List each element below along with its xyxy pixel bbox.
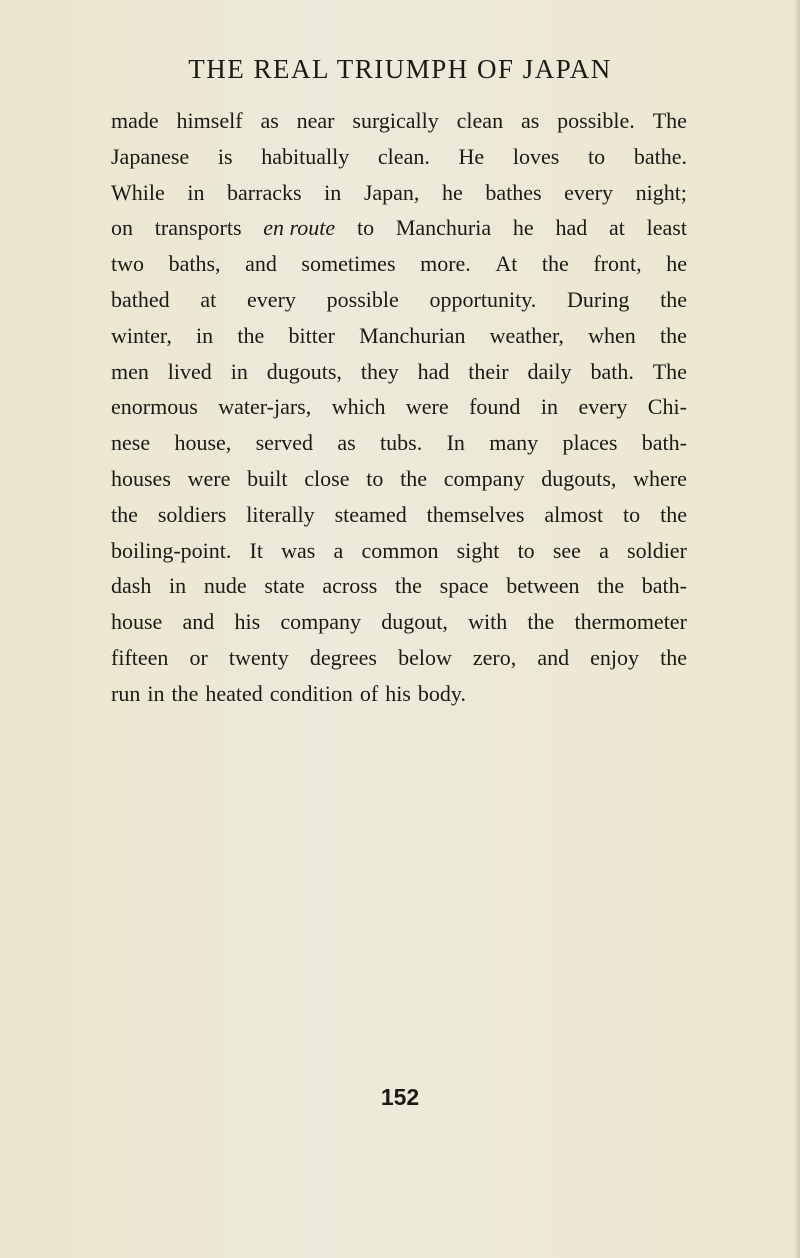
word: en route	[263, 215, 336, 241]
text-line	[111, 568, 687, 604]
word: run	[111, 680, 141, 706]
word: two	[111, 251, 144, 277]
word: close	[304, 465, 350, 491]
word: space	[439, 573, 489, 599]
word: was	[281, 537, 316, 563]
word: every	[247, 286, 296, 312]
page-number: 152	[380, 1084, 420, 1110]
word: near	[296, 108, 335, 133]
word: common	[361, 537, 439, 563]
text-line	[111, 604, 687, 640]
word: house	[111, 609, 163, 635]
word: a	[333, 537, 344, 563]
word: Manchuria	[395, 215, 492, 241]
word: possible.	[557, 108, 635, 133]
text-line	[111, 640, 687, 676]
word: or	[189, 644, 208, 670]
word: boiling-point.	[111, 537, 232, 563]
word: in	[196, 322, 214, 348]
word: served	[255, 430, 314, 456]
word: the	[400, 465, 428, 491]
word: made	[111, 108, 159, 133]
text-line	[111, 139, 687, 175]
word: twenty	[228, 644, 289, 670]
word: water-jars,	[218, 394, 312, 420]
word: the	[237, 322, 265, 348]
text-line	[111, 497, 687, 533]
word: daily	[527, 358, 572, 384]
word: soldiers	[157, 501, 227, 527]
word: the	[660, 501, 687, 527]
word: Japan,	[363, 179, 420, 205]
word: he	[666, 251, 687, 277]
word: barracks	[227, 179, 302, 205]
word: transports	[154, 215, 242, 241]
word: condition	[269, 680, 353, 706]
word: It	[249, 537, 263, 563]
word: on	[111, 215, 133, 241]
word: at	[200, 286, 217, 312]
word: weather,	[489, 322, 564, 348]
page-edge-shadow	[794, 0, 800, 1258]
word: steamed	[334, 501, 407, 527]
word: bathes	[485, 179, 542, 205]
word: fifteen	[111, 644, 169, 670]
word: Manchurian	[359, 322, 466, 348]
word: front,	[593, 251, 642, 277]
word: where	[633, 465, 687, 491]
word: to	[356, 215, 375, 241]
text-line	[111, 103, 687, 139]
word: see	[552, 537, 581, 563]
word: as	[337, 430, 356, 456]
word: to	[366, 465, 384, 491]
word: clean.	[377, 143, 430, 169]
word: The	[652, 108, 687, 133]
text-line	[111, 533, 687, 569]
text-line	[111, 282, 687, 318]
word: sometimes	[301, 251, 396, 277]
word: places	[562, 430, 618, 456]
word: opportunity.	[429, 286, 537, 312]
word: were	[405, 394, 449, 420]
word: night;	[635, 179, 687, 205]
word: men	[111, 358, 149, 384]
word: surgically	[352, 108, 439, 133]
word: many	[489, 430, 539, 456]
word: The	[652, 358, 687, 384]
word: himself	[176, 108, 243, 133]
word: dugouts,	[541, 465, 617, 491]
word: baths,	[168, 251, 221, 277]
word: tubs.	[380, 430, 423, 456]
word: more.	[420, 251, 471, 277]
word: were	[187, 465, 231, 491]
word: bath-	[641, 573, 687, 599]
word: between	[506, 573, 580, 599]
word: dash	[111, 573, 152, 599]
word: he	[512, 215, 534, 241]
word: possible	[326, 286, 399, 312]
text-line	[111, 461, 687, 497]
word: bathed	[111, 286, 170, 312]
word: in	[230, 358, 248, 384]
word: least	[646, 215, 687, 241]
text-line	[111, 210, 687, 246]
word: in	[324, 179, 342, 205]
text-line	[111, 175, 687, 211]
word: company	[280, 609, 362, 635]
word: degrees	[309, 644, 377, 670]
word: the	[527, 609, 555, 635]
word: winter,	[111, 322, 172, 348]
word: found	[469, 394, 521, 420]
word: every	[564, 179, 613, 205]
word: At	[495, 251, 518, 277]
word: of	[359, 680, 379, 706]
word: the	[541, 251, 569, 277]
word: their	[468, 358, 509, 384]
word: bath.	[590, 358, 634, 384]
word: heated	[205, 680, 263, 706]
word: in	[540, 394, 559, 420]
running-head: THE REAL TRIUMPH OF JAPAN	[188, 54, 612, 84]
word: During	[567, 286, 630, 312]
word: dugouts,	[266, 358, 342, 384]
word: nude	[203, 573, 247, 599]
word: to	[517, 537, 535, 563]
word: While	[111, 179, 165, 205]
word: in	[147, 680, 165, 706]
text-line	[111, 318, 687, 354]
word: a	[599, 537, 609, 563]
word: he	[442, 179, 463, 205]
word: with	[468, 609, 508, 635]
word: house,	[174, 430, 232, 456]
word: company	[443, 465, 525, 491]
word: they	[360, 358, 399, 384]
word: and	[537, 644, 570, 670]
word: to	[588, 143, 606, 169]
word: body.	[417, 680, 466, 706]
word: enjoy	[590, 644, 640, 670]
word: every	[578, 394, 628, 420]
word: as	[260, 108, 279, 133]
word: loves	[512, 143, 560, 169]
word: to	[623, 501, 641, 527]
word: bathe.	[633, 143, 687, 169]
word: themselves	[426, 501, 525, 527]
word: the	[660, 322, 687, 348]
word: below	[398, 644, 452, 670]
text-line	[111, 354, 687, 390]
text-line	[111, 246, 687, 282]
word: nese	[111, 430, 151, 456]
word: enormous	[111, 394, 198, 420]
word: Japanese	[111, 143, 190, 169]
text-line	[111, 425, 687, 461]
word: lived	[167, 358, 212, 384]
word: the	[660, 644, 687, 670]
word: at	[608, 215, 625, 241]
word: as	[520, 108, 540, 133]
body-paragraph	[111, 103, 687, 712]
word: soldier	[627, 537, 687, 563]
word: the	[395, 573, 422, 599]
word: state	[264, 573, 305, 599]
word: and	[245, 251, 277, 277]
word: clean	[456, 108, 504, 133]
word: in	[169, 573, 187, 599]
word: the	[171, 680, 199, 706]
word: is	[217, 143, 233, 169]
word: Chi-	[647, 394, 687, 420]
word: almost	[544, 501, 604, 527]
word: his	[234, 609, 261, 635]
word: In	[446, 430, 465, 456]
word: bath-	[641, 430, 687, 456]
word: his	[385, 680, 411, 706]
word: sight	[456, 537, 500, 563]
word: thermometer	[574, 609, 687, 635]
text-line	[111, 389, 687, 425]
word: the	[111, 501, 138, 527]
word: zero,	[472, 644, 517, 670]
word: across	[322, 573, 378, 599]
word: built	[247, 465, 288, 491]
word: literally	[246, 501, 315, 527]
word: had	[417, 358, 450, 384]
word: He	[458, 143, 485, 169]
word: the	[660, 286, 687, 312]
word: dugout,	[381, 609, 448, 635]
text-line	[111, 676, 687, 712]
word: bitter	[288, 322, 335, 348]
word: in	[187, 179, 205, 205]
word: houses	[111, 465, 171, 491]
word: habitually	[261, 143, 350, 169]
word: the	[597, 573, 625, 599]
word: had	[555, 215, 588, 241]
word: when	[588, 322, 636, 348]
word: which	[331, 394, 386, 420]
word: and	[182, 609, 215, 635]
